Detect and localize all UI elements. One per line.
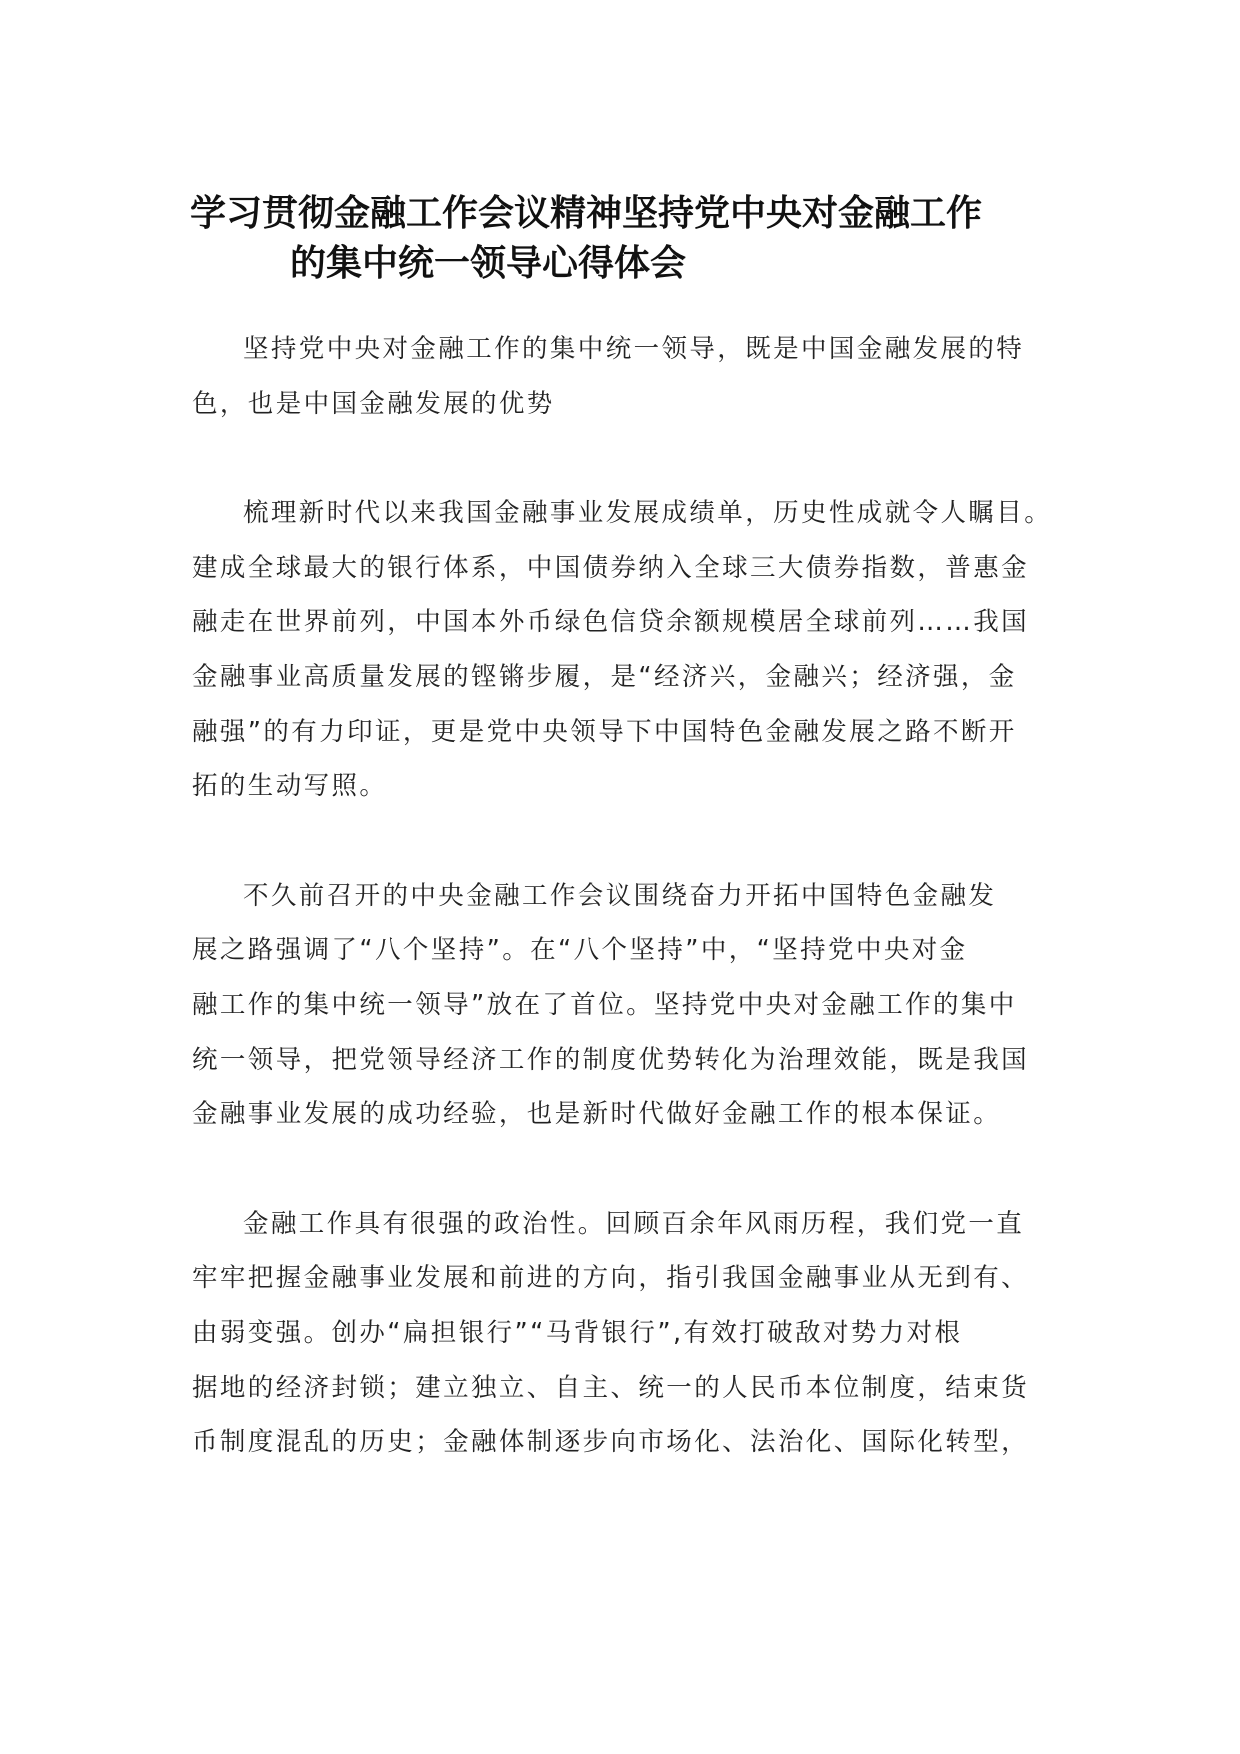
- title-line: 的集中统一领导心得体会: [290, 242, 687, 284]
- paragraph-line: 不久前召开的中央金融工作会议围绕奋力开拓中国特色金融发: [243, 880, 997, 911]
- paragraph-line: 融工作的集中统一领导”放在了首位。坚持党中央对金融工作的集中: [192, 989, 1017, 1020]
- paragraph-line: 统一领导，把党领导经济工作的制度优势转化为治理效能，既是我国: [192, 1044, 1030, 1075]
- paragraph-2: [192, 486, 1072, 814]
- paragraph-line: 梳理新时代以来我国金融事业发展成绩单，历史性成就令人瞩目。: [243, 498, 1053, 529]
- paragraph-line: 融强”的有力印证，更是党中央领导下中国特色金融发展之路不断开: [192, 716, 1017, 747]
- paragraph-line: 牢牢把握金融事业发展和前进的方向，指引我国金融事业从无到有、: [192, 1263, 1030, 1294]
- document-title: [190, 188, 1050, 288]
- paragraph-line: 坚持党中央对金融工作的集中统一领导，既是中国金融发展的特: [243, 334, 1025, 364]
- paragraph-line: 金融工作具有很强的政治性。回顾百余年风雨历程，我们党一直: [243, 1208, 1025, 1239]
- paragraph-line: 币制度混乱的历史；金融体制逐步向市场化、法治化、国际化转型，: [192, 1427, 1030, 1458]
- paragraph-line: 金融事业发展的成功经验，也是新时代做好金融工作的根本保证。: [192, 1099, 1002, 1130]
- paragraph-4: [192, 1197, 1072, 1470]
- title-line: 学习贯彻金融工作会议精神坚持党中央对金融工作: [190, 192, 983, 234]
- paragraph-line: 建成全球最大的银行体系，中国债券纳入全球三大债券指数，普惠金: [192, 552, 1030, 583]
- paragraph-line: 展之路强调了“八个坚持”。在“八个坚持”中，“坚持党中央对金: [192, 935, 968, 966]
- document-body: [192, 322, 1072, 1525]
- paragraph-line: 金融事业高质量发展的铿锵步履，是“经济兴，金融兴；经济强，金: [192, 661, 1017, 692]
- paragraph-line: 色，也是中国金融发展的优势: [192, 388, 555, 419]
- paragraph-line: 由弱变强。创办“扁担银行”“马背银行”,有效打破敌对势力对根: [192, 1317, 963, 1348]
- paragraph-line: 融走在世界前列，中国本外币绿色信贷余额规模居全球前列……我国: [192, 607, 1030, 638]
- paragraph-line: 据地的经济封锁；建立独立、自主、统一的人民币本位制度，结束货: [192, 1372, 1030, 1403]
- paragraph-line: 拓的生动写照。: [192, 771, 388, 802]
- paragraph-1: [192, 322, 1072, 431]
- paragraph-3: [192, 869, 1072, 1142]
